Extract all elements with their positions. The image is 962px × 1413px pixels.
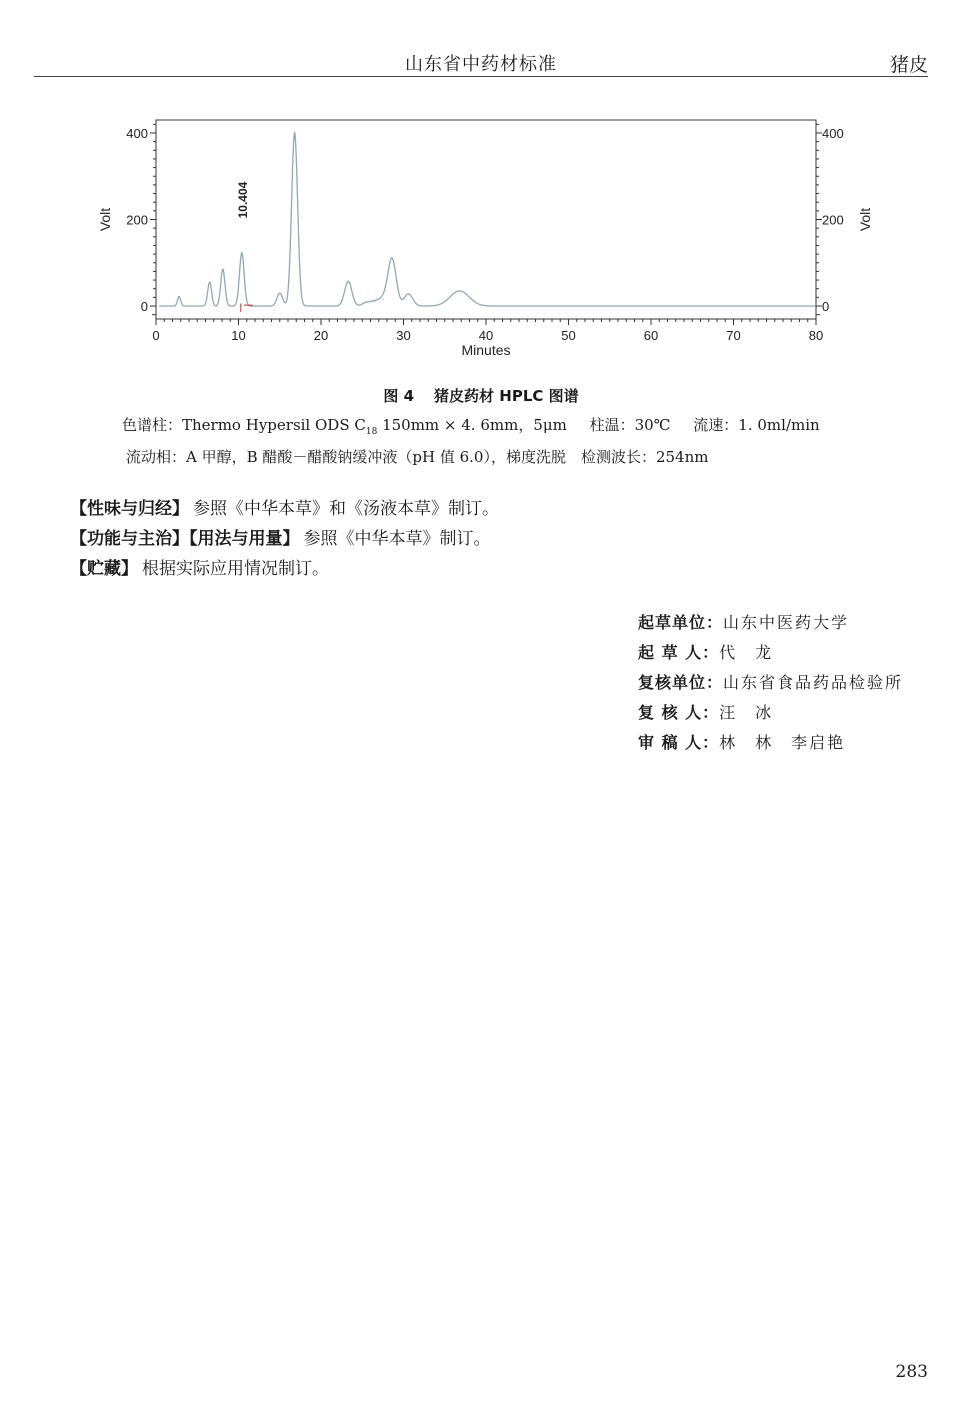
- figure-caption: [0, 385, 962, 406]
- y-right-tick-label: 0: [822, 299, 830, 315]
- x-tick-label: 60: [643, 328, 659, 343]
- chromatogram-peak: [241, 252, 242, 253]
- y-left-axis-label: Volt: [97, 207, 113, 232]
- credit-value: 山东中医药大学: [723, 613, 850, 632]
- y-right-axis-label: Volt: [857, 207, 873, 232]
- chromatogram-peak: [222, 269, 223, 270]
- x-tick-label: 10: [231, 328, 246, 343]
- chromatogram-peak: [294, 132, 295, 133]
- section-nature-meridian: [70, 494, 499, 519]
- x-tick-label: 30: [396, 328, 411, 343]
- column-dimensions: 150mm × 4. 6mm，5μm: [377, 416, 567, 434]
- figure-number: 图 4: [383, 387, 415, 405]
- section-function-usage: [70, 524, 491, 549]
- chromatogram-peak: [348, 281, 349, 282]
- section-text: 参照《中华本草》和《汤液本草》制订。: [193, 499, 499, 519]
- y-left-tick-label: 200: [126, 212, 148, 228]
- chromatogram-peak: [209, 282, 210, 283]
- credit-value: 山东省食品药品检验所: [723, 673, 904, 692]
- chromatogram-peak: [382, 299, 383, 300]
- credit-value: 汪 冰: [719, 703, 774, 722]
- chromatogram-peak: [179, 296, 180, 297]
- chromatogram-peak: [459, 290, 460, 291]
- chromatographic-conditions-line-2: 流动相：A 甲醇，B 醋酸－醋酸钠缓冲液（pH 值 6.0），梯度洗脱 检测波长：254nm: [126, 448, 709, 466]
- section-label: 【功能与主治】【用法与用量】: [70, 529, 300, 549]
- hplc-chromatogram: [0, 100, 962, 370]
- section-text: 参照《中华本草》制订。: [303, 529, 491, 549]
- credit-value: 代 龙: [719, 643, 774, 662]
- header-divider: [34, 76, 928, 77]
- section-text: 根据实际应用情况制订。: [142, 559, 329, 579]
- x-tick-label: 80: [808, 328, 824, 343]
- chromatogram-trace: [159, 133, 815, 306]
- credit-label: 审 稿 人：: [638, 733, 720, 752]
- figure-title: 猪皮药材 HPLC 图谱: [434, 387, 579, 405]
- section-storage: [70, 554, 329, 579]
- credits-block: [638, 612, 903, 762]
- page-number: 283: [895, 1362, 928, 1382]
- section-label: 【贮藏】: [70, 559, 138, 579]
- x-tick-label: 40: [478, 328, 494, 343]
- y-left-tick-label: 0: [140, 299, 148, 315]
- peak-retention-time-label: 10.404: [235, 181, 250, 219]
- running-header-title: 山东省中药材标准: [405, 54, 557, 75]
- y-left-tick-label: 400: [126, 125, 148, 141]
- x-tick-label: 0: [152, 328, 160, 343]
- chromatogram-peak: [374, 301, 375, 302]
- plot-frame: [156, 120, 816, 319]
- column-spec-subscript: 18: [365, 427, 378, 437]
- flow-rate: 流速：1. 0ml/min: [693, 416, 820, 434]
- chromatographic-conditions-line-1: [122, 414, 820, 437]
- credit-label: 起草单位：: [638, 613, 724, 632]
- credit-label: 复核单位：: [638, 673, 724, 692]
- x-axis-label: Minutes: [461, 342, 511, 358]
- column-temperature: 柱温：30℃: [589, 416, 671, 434]
- chromatogram-peak: [366, 302, 367, 303]
- chromatogram-peak: [408, 293, 409, 294]
- credit-row: [638, 732, 903, 762]
- credit-row: [638, 702, 903, 732]
- y-right-tick-label: 200: [822, 212, 844, 228]
- running-header-section: 猪皮: [889, 54, 928, 76]
- y-right-tick-label: 400: [822, 125, 844, 141]
- chromatogram-peak: [279, 292, 280, 293]
- chromatogram-peak: [391, 258, 392, 259]
- x-tick-label: 70: [726, 328, 741, 343]
- x-tick-label: 50: [561, 328, 576, 343]
- x-tick-label: 20: [313, 328, 329, 343]
- section-label: 【性味与归经】: [70, 499, 189, 519]
- credit-row: [638, 612, 903, 642]
- credit-label: 复 核 人：: [638, 703, 720, 722]
- column-spec: 色谱柱：Thermo Hypersil ODS C: [122, 416, 366, 434]
- credit-value: 林 林 李启艳: [719, 733, 846, 752]
- credit-row: [638, 642, 903, 672]
- credit-row: [638, 672, 903, 702]
- credit-label: 起 草 人：: [638, 643, 720, 662]
